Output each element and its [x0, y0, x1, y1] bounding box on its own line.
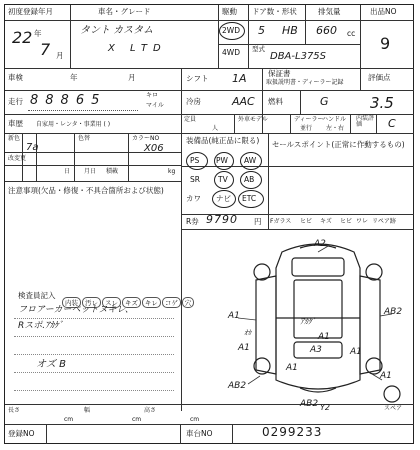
new-color-label: 新色 [8, 135, 21, 142]
mileage-value: 88865 [30, 93, 107, 108]
dmg-roof: A1 [318, 332, 330, 342]
equip-sr: SR [190, 175, 200, 184]
ac-value: AAC [232, 95, 255, 108]
drive-label: 駆動 [222, 7, 237, 16]
grade-value: 3.5 [370, 94, 394, 112]
capacity-unit: 人 [212, 125, 219, 132]
drive-2wd: 2WD [222, 26, 240, 35]
glass-repair: リペア跡 [372, 218, 396, 225]
dmg-right-rear: A1 [350, 347, 362, 357]
chip-scuff: スレ [102, 297, 121, 308]
note-line-2: Rスポ.ｱｶｹﾞ [18, 321, 64, 331]
dmg-front-bumper: A2 [314, 239, 326, 249]
door-count: 5 [258, 24, 265, 37]
change-date-label: 日 [64, 168, 71, 175]
equip-aw: AW [244, 156, 257, 165]
dealer-sub: 並行 [300, 125, 313, 132]
height-label: 高さ [144, 407, 157, 414]
model-code: DBA-L375S [270, 51, 327, 62]
dmg-center: A3 [310, 345, 322, 355]
shaken-label: 車検 [8, 73, 23, 82]
roof-panel [294, 280, 342, 338]
warranty-label: 保証書 [268, 69, 291, 78]
cc-unit: cc [347, 29, 356, 38]
fuel-label: 燃料 [268, 97, 283, 106]
km-label: キロ [146, 92, 159, 99]
grade-label: 評価点 [368, 73, 391, 82]
note-line-1: フロアーカーペットヌキレ、 [18, 305, 134, 315]
chassis-no-label: 車台NO [186, 429, 213, 438]
glass-crack: ヒビ [300, 218, 313, 225]
height-cm: cm [190, 416, 200, 423]
glass-break: ワレ [356, 218, 369, 225]
handle-sub: 左・右 [326, 125, 345, 132]
front-window [292, 258, 344, 276]
front-left-wheel [254, 264, 270, 280]
displacement-label: 排気量 [318, 7, 341, 16]
dmg-right-side: AB2 [384, 307, 403, 317]
month-unit: 月 [56, 51, 64, 60]
spare-tire [384, 386, 400, 402]
change-md-label: 月日 [84, 168, 97, 175]
shift-value: 1A [232, 72, 247, 85]
notes-title: 注意事項(欠品・修復・不具合箇所および状態) [8, 186, 164, 195]
spare-label: スペア [384, 405, 403, 412]
equip-tv: TV [218, 175, 228, 184]
mileage-label: 走行 [8, 97, 23, 106]
year-unit: 年 [34, 29, 42, 38]
body-shape: HB [282, 24, 298, 37]
dmg-rear-left: A1 [286, 363, 298, 373]
chip-cut: キレ [142, 297, 161, 308]
first-reg-year: 22 [12, 28, 33, 47]
chip-burn: コゲ [162, 297, 181, 308]
interior-grade-label: 内装評価 [356, 115, 375, 128]
color-no-value: X06 [144, 143, 164, 154]
dmg-left-rear: A1 [238, 343, 250, 353]
width-label: 幅 [84, 407, 91, 414]
model-code-label: 型式 [252, 45, 265, 53]
equip-etc: ETC [242, 194, 257, 203]
glass-scratch: キズ [320, 218, 332, 225]
current-color-label: 色替 [78, 135, 91, 142]
fuel-value: G [320, 95, 329, 108]
equipment-title: 装備品(純正品に限る) [186, 136, 260, 145]
shaken-year-unit: 年 [70, 73, 78, 82]
capacity-label: 定員 [184, 116, 197, 123]
dmg-rear-bumper: AB2 [300, 399, 319, 409]
color-no-label: カラーNO [132, 135, 160, 142]
chassis-no: 0299233 [262, 425, 323, 439]
equip-ps: PS [190, 156, 200, 165]
kg-label: kg [168, 168, 176, 175]
dmg-rust: ｱｶｹﾞ [300, 317, 316, 326]
history-options: 自家用・レンタ・事業用 ( ) [36, 121, 111, 128]
shift-label: シフト [186, 74, 209, 83]
drive-4wd: 4WD [222, 48, 240, 57]
model-name: タント カスタム [80, 25, 154, 36]
ac-label: 冷房 [186, 97, 201, 106]
inspector-label: 検査員記入 [18, 291, 56, 300]
equip-navi: ナビ [216, 194, 231, 203]
new-color-value: 7a [26, 142, 39, 153]
dmg-dent: ｵｶ [244, 329, 251, 337]
dmg-left-front: A1 [228, 311, 240, 321]
dmg-rear-left-wheel: AB2 [228, 381, 247, 391]
model-grade-label: 車名・グレード [98, 7, 151, 16]
first-registration-label: 初度登録年月 [8, 7, 53, 16]
sales-point-title: セールスポイント(正常に作動するもの) [272, 140, 405, 149]
lot-number-label: 出品NO [370, 7, 397, 16]
history-label: 車歴 [8, 119, 23, 128]
chip-interior: 内装 [62, 297, 81, 308]
shaken-month-unit: 月 [128, 73, 136, 82]
exterior-model-label: 外車モデル [238, 116, 268, 123]
rcard-label: R券 [186, 217, 199, 226]
capacity-change-label: 積載 [106, 168, 119, 175]
warranty-sub: 取扱説明書・ディーラー記録 [266, 79, 344, 86]
length-cm: cm [64, 416, 74, 423]
glass-crack-2: ヒビ [340, 218, 353, 225]
handle-label: ハンドル [322, 116, 347, 123]
doors-shape-label: ドア数・形状 [252, 7, 297, 16]
equip-leather: カワ [186, 194, 201, 203]
chip-scratch: キズ [122, 297, 141, 308]
displacement-value: 660 [316, 24, 337, 37]
model-grade: X LTD [108, 43, 167, 54]
equip-ab: AB [244, 175, 255, 184]
chip-hole: 穴 [182, 297, 195, 308]
mile-label: マイル [146, 102, 164, 109]
rcard-value: 9790 [206, 213, 238, 226]
reg-no-label: 登録NO [8, 429, 35, 438]
dealer-label: ディーラー [294, 116, 324, 123]
note-line-3: オズ B [36, 359, 66, 370]
interior-grade-value: C [388, 117, 396, 130]
yen-label: 円 [254, 217, 262, 226]
equip-pw: PW [216, 156, 228, 165]
dmg-rear-right-wheel: A1 [380, 371, 392, 381]
dmg-rear-y2: Y2 [320, 403, 330, 412]
change-label: 改変更 [8, 155, 27, 162]
front-right-wheel [366, 264, 382, 280]
glass-label: Fガラス [270, 218, 292, 225]
width-cm: cm [132, 416, 142, 423]
lot-number: 9 [380, 34, 391, 53]
chip-dirt: 汚レ [82, 297, 101, 308]
first-reg-month: 7 [40, 40, 51, 59]
length-label: 長さ [8, 407, 21, 414]
